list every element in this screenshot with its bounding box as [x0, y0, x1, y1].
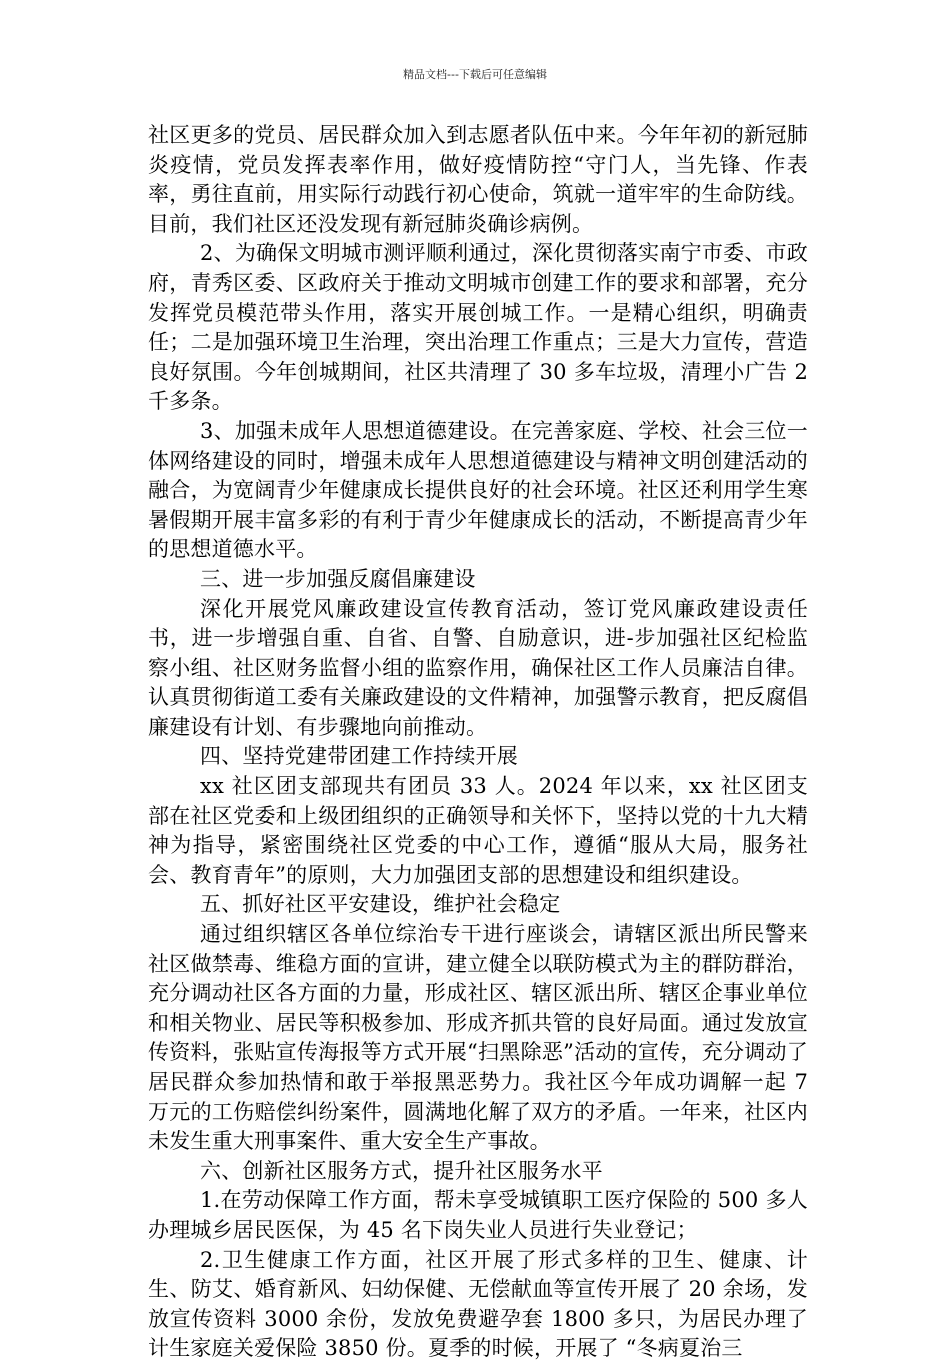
paragraph-youth-league: xx 社区团支部现共有团员 33 人。2024 年以来，xx 社区团支部在社区党委和上级团组织的正确领导和关怀下，坚持以党的十九大精神为指导，紧密围绕社区党委的中心工作，遵循“服从大局，服务社会、教育青年”的原则，大力加强团支部的思想建设和组织建设。: [148, 774, 808, 887]
section-heading-community-safety: 五、抓好社区平安建设，维护社会稳定: [200, 892, 561, 917]
paragraph-civilized-city: 2、为确保文明城市测评顺利通过，深化贯彻落实南宁市委、市政府，青秀区委、区政府关于推动文明城市创建工作的要求和部署，充分发挥党员模范带头作用，落实开展创城工作。一是精心组织，明确责任；二是加强环境卫生治理，突出治理工作重点；三是大力宣传，营造良好氛围。今年创城期间，社区共清理了 30 多车垃圾，清理小广告 2 千多条。: [148, 241, 808, 414]
paragraph-labor-security: 1.在劳动保障工作方面，帮未享受城镇职工医疗保险的 500 多人办理城乡居民医保，为 45 名下岗失业人员进行失业登记；: [148, 1188, 808, 1242]
paragraph-community-safety: 通过组织辖区各单位综治专干进行座谈会，请辖区派出所民警来社区做禁毒、维稳方面的宣讲，建立健全以联防模式为主的群防群治，充分调动社区各方面的力量，形成社区、辖区派出所、辖区企事业单位和相关物业、居民等积极参加、形成齐抓共管的良好局面。通过发放宣传资料，张贴宣传海报等方式开展“扫黑除恶”活动的宣传，充分调动了居民群众参加热情和敢于举报黑恶势力。我社区今年成功调解一起 7 万元的工伤赔偿纠纷案件，圆满地化解了双方的矛盾。一年来，社区内未发生重大刑事案件、重大安全生产事故。: [148, 922, 808, 1154]
section-heading-anti-corruption: 三、进一步加强反腐倡廉建设: [200, 566, 476, 591]
paragraph-anti-corruption: 深化开展党风廉政建设宣传教育活动，签订党风廉政建设责任书，进一步增强自重、自省、自警、自励意识，进-步加强社区纪检监察小组、社区财务监督小组的监察作用，确保社区工作人员廉洁自律。认真贯彻街道工委有关廉政建设的文件精神，加强警示教育，把反腐倡廉建设有计划、有步骤地向前推动。: [148, 596, 808, 739]
section-heading-community-service: 六、创新社区服务方式，提升社区服务水平: [200, 1158, 603, 1183]
section-heading-youth-league: 四、坚持党建带团建工作持续开展: [200, 744, 518, 769]
paragraph-health-work: 2.卫生健康工作方面，社区开展了形式多样的卫生、健康、计生、防艾、婚育新风、妇幼保健、无偿献血等宣传开展了 20 余场，发放宣传资料 3000 余份，发放免费避孕套 1800 多只，为居民办理了计生家庭关爱保险 3850 份。夏季的时候，开展了 “冬病夏治三: [148, 1247, 808, 1361]
paragraph-volunteers: 社区更多的党员、居民群众加入到志愿者队伍中来。今年年初的新冠肺炎疫情，党员发挥表率作用，做好疫情防控“守门人，当先锋、作表率，勇往直前，用实际行动践行初心使命，筑就一道牢牢的生命防线。目前，我们社区还没发现有新冠肺炎确诊病例。: [148, 123, 808, 236]
document-body: [148, 121, 808, 1364]
paragraph-minors-morality: 3、加强未成年人思想道德建设。在完善家庭、学校、社会三位一体网络建设的同时，增强未成年人思想道德建设与精神文明创建活动的融合，为宽阔青少年健康成长提供良好的社会环境。社区还利用学生寒暑假期开展丰富多彩的有利于青少年健康成长的活动，不断提高青少年的思想道德水平。: [148, 418, 808, 562]
page-header: 精品文档---下载后可任意编辑: [403, 68, 547, 81]
